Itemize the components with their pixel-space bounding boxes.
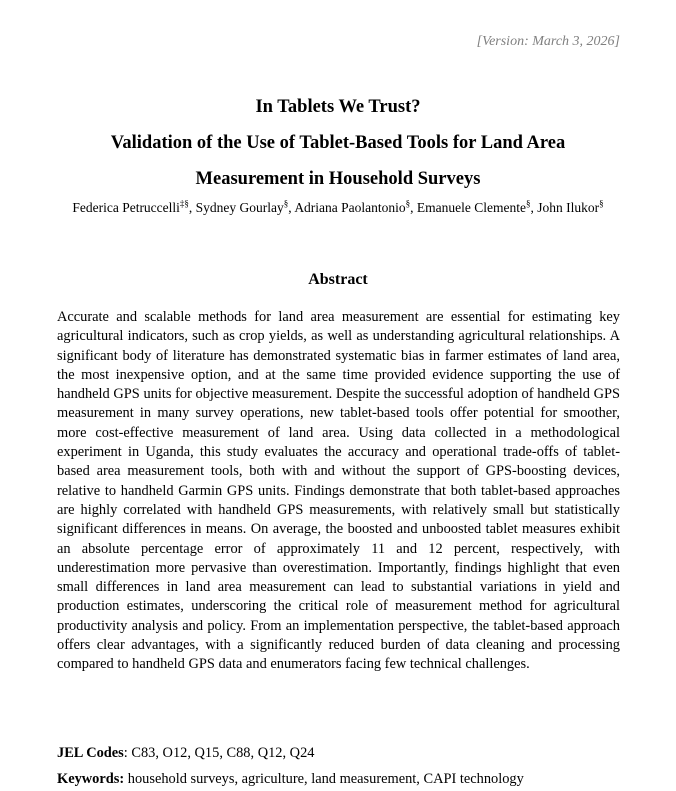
title-line-2: Validation of the Use of Tablet-Based Tools for Land Area: [110, 133, 566, 153]
affiliation-mark: §: [599, 198, 604, 209]
version-date: [Version: March 3, 2026]: [476, 34, 620, 49]
author-name: Federica Petruccelli: [72, 200, 180, 215]
keywords: [57, 771, 524, 788]
jel-value: : C83, O12, Q15, C88, Q12, Q24: [123, 745, 315, 761]
affiliation-mark: §: [526, 198, 531, 209]
keywords-value: household surveys, agriculture, land measurement, CAPI technology: [124, 771, 524, 787]
abstract-heading: Abstract: [308, 271, 368, 288]
abstract-text: Accurate and scalable methods for land area measurement are essential for estimating key agricultural indicators, such as crop yields, as well as understanding agricultural relationships. A significant body of literature has demonstrated systematic bias in farmer estimates of land area, the most inexpensive option, and at the same time provided evidence supporting the use of handheld GPS units for objective measurement. Despite the successful adoption of handheld GPS measurement in many survey operations, new tablet-based tools offer potential for smoother, more cost-effective measurement of land area. Using data collected in a methodological experiment in Uganda, this study evaluates the accuracy and operational trade-offs of tablet-based area measurement tools, both with and without the support of GPS-boosting devices, relative to handheld Garmin GPS units. Findings demonstrate that both tablet-based approaches are highly correlated with handheld GPS measurements, with relatively small but statistically significant differences in means. On average, the boosted and unboosted tablet measures exhibit an absolute percentage error of approximately 11 and 12 percent, respectively, with underestimation more pervasive than overestimation. Importantly, findings highlight that even small differences in land area measurement can lead to substantial variations in yield and production estimates, underscoring the critical role of measurement method for agricultural productivity analysis and policy. From an implementation perspective, the tablet-based approach offers clear advantages, with a significantly reduced burden of data cleaning and processing compared to handheld GPS data and enumerators facing few technical challenges.: [57, 309, 620, 673]
author-name: John Ilukor: [537, 200, 600, 215]
author-name: Adriana Paolantonio: [294, 200, 406, 215]
title-line-3: Measurement in Household Surveys: [195, 169, 481, 189]
affiliation-mark: §: [283, 198, 289, 209]
author-name: Sydney Gourlay: [195, 200, 284, 215]
keywords-label: Keywords:: [57, 771, 125, 787]
affiliation-mark: ‡§: [179, 198, 189, 209]
title-line-1: In Tablets We Trust?: [255, 97, 421, 117]
jel-label: JEL Codes: [57, 745, 124, 761]
author-list: Federica Petruccelli‡§, Sydney Gourlay§, Adriana Paolantonio§, Emanuele Clemente§, John Ilukor§: [72, 198, 604, 215]
affiliation-mark: §: [405, 198, 411, 209]
jel-codes: [57, 745, 314, 762]
author-name: Emanuele Clemente: [416, 200, 527, 215]
paper-title: [0, 89, 676, 197]
